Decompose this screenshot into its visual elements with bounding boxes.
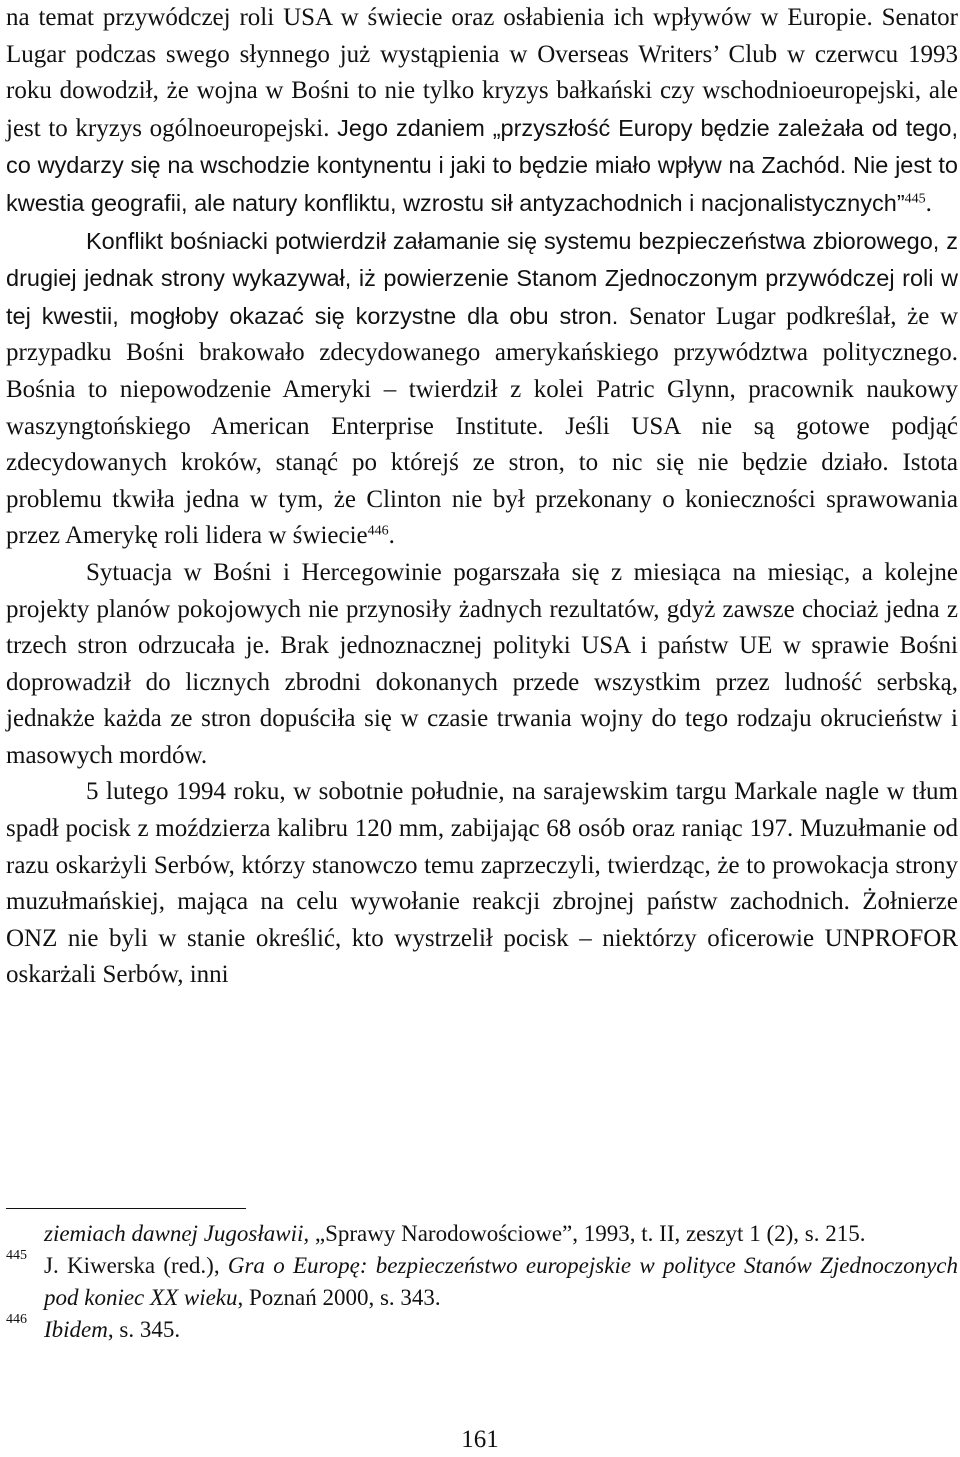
paragraph-1-part-b: Jego zdaniem „przyszłość Europy będzie zależała od tego, co wydarzy się na wschodzie kontynentu i jaki to będzie miało wpływ na Zachód. Nie jest to kwestia geografii, ale natury konfliktu, wzrostu sił antyzachodnich i nacjonalistycznych” <box>6 114 959 216</box>
paragraph-2-part-b: Senator Lugar podkreślał, że w przypadku Bośni brakowało zdecydowanego amerykańskiego przywództwa politycznego. Bośnia to niepowodzenie Ameryki – twierdził z kolei Patric Glynn, pracownik naukowy waszyngtońskiego American Enterprise Institute. Jeśli USA nie są gotowe podjąć zdecydowanych kroków, stanąć po którejś ze stron, to nic się nie będzie działo. Istota problemu tkwiła jedna w tym, że Clinton nie był przekonany o konieczności sprawowania przez Amerykę roli lidera w świecie <box>6 302 959 550</box>
footnote-445-title: Gra o Europę: bezpieczeństwo europejskie w polityce Stanów Zjednoczonych pod koniec XX wieku <box>44 1253 958 1310</box>
paragraph-4-part-b: Muzułmanie od razu oskarżyli Serbów, którzy stanowczo temu zaprzeczyli, twierdząc, że to prowokacja strony muzułmańskiej, mająca na celu wywołanie reakcji zbrojnej państw zachodnich. Żołnierze ONZ nie byli w stanie określić, kto wystrzelił pocisk – niektórzy oficerowie UNPROFOR oskarżali Serbów, inni <box>6 815 959 989</box>
page-number: 161 <box>461 1426 499 1453</box>
footnote-446 <box>6 1314 958 1346</box>
paragraph-4 <box>6 774 958 994</box>
footnote-continuation-italic: ziemiach dawnej Jugosławii, <box>44 1221 310 1246</box>
document-page <box>6 0 959 1342</box>
paragraph-2 <box>6 223 958 555</box>
footnote-446-number: 446 <box>6 1312 27 1327</box>
footnote-divider <box>6 1208 246 1209</box>
footnotes <box>6 1218 958 1346</box>
footnote-445-rest: , Poznań 2000, s. 343. <box>237 1285 441 1310</box>
paragraph-2-part-a: Konflikt bośniacki potwierdził załamanie się systemu bezpieczeństwa zbiorowego, z drugiej jednak strony wykazywał, iż powierzenie Stanom Zjednoczonym przywódczej roli w tej kwestii, mogłoby okazać się korzystne dla obu stron. <box>6 227 958 329</box>
paragraph-1 <box>6 0 958 223</box>
paragraph-3 <box>6 555 958 775</box>
footnote-ref-445[interactable]: 445 <box>904 191 926 207</box>
paragraph-4-part-a: 5 lutego 1994 roku, w sobotnie południe, na sarajewskim targu Markale nagle w tłum spadł pocisk z moździerza kalibru 120 mm, zabijając 68 osób oraz raniąc 197. <box>6 778 958 843</box>
footnote-continuation <box>6 1218 958 1250</box>
footnote-445-author: J. Kiwerska (red.), <box>44 1253 228 1278</box>
footnote-446-rest: , s. 345. <box>107 1317 181 1342</box>
footnote-446-italic: Ibidem <box>44 1317 108 1342</box>
footnote-ref-446[interactable]: 446 <box>367 523 389 539</box>
paragraph-3-text: Sytuacja w Bośni i Hercegowinie pogarszała się z miesiąca na miesiąc, a kolejne projekty planów pokojowych nie przynosiły żadnych rezultatów, gdyż zawsze chociaż jedna z trzech stron odrzucała je. Brak jednoznacznej polityki USA i państw UE w sprawie Bośni doprowadził do licznych zbrodni dokonanych przede wszystkim przez ludność serbską, jednakże każda ze stron dopuściła się w czasie trwania wojny do tego rodzaju okrucieństw i masowych mordów. <box>6 558 958 769</box>
footnote-continuation-rest: „Sprawy Narodowościowe”, 1993, t. II, zeszyt 1 (2), s. 215. <box>309 1221 866 1246</box>
footnote-445 <box>6 1250 958 1314</box>
paragraph-1-end: . <box>925 189 932 217</box>
body-text <box>6 0 958 994</box>
paragraph-1-part-a: na temat przywódczej roli USA w świecie oraz osłabienia ich wpływów w Europie. Senator Lugar podczas swego słynnego już wystąpienia w Overseas Writers’ Club w czerwcu 1993 roku dowodził, że wojna w Bośni to nie tylko kryzys bałkański czy wschodnioeuropejski, ale jest to kryzys ogólnoeuropejski. <box>6 4 958 142</box>
footnote-445-number: 445 <box>6 1248 27 1263</box>
paragraph-2-end: . <box>388 522 395 550</box>
